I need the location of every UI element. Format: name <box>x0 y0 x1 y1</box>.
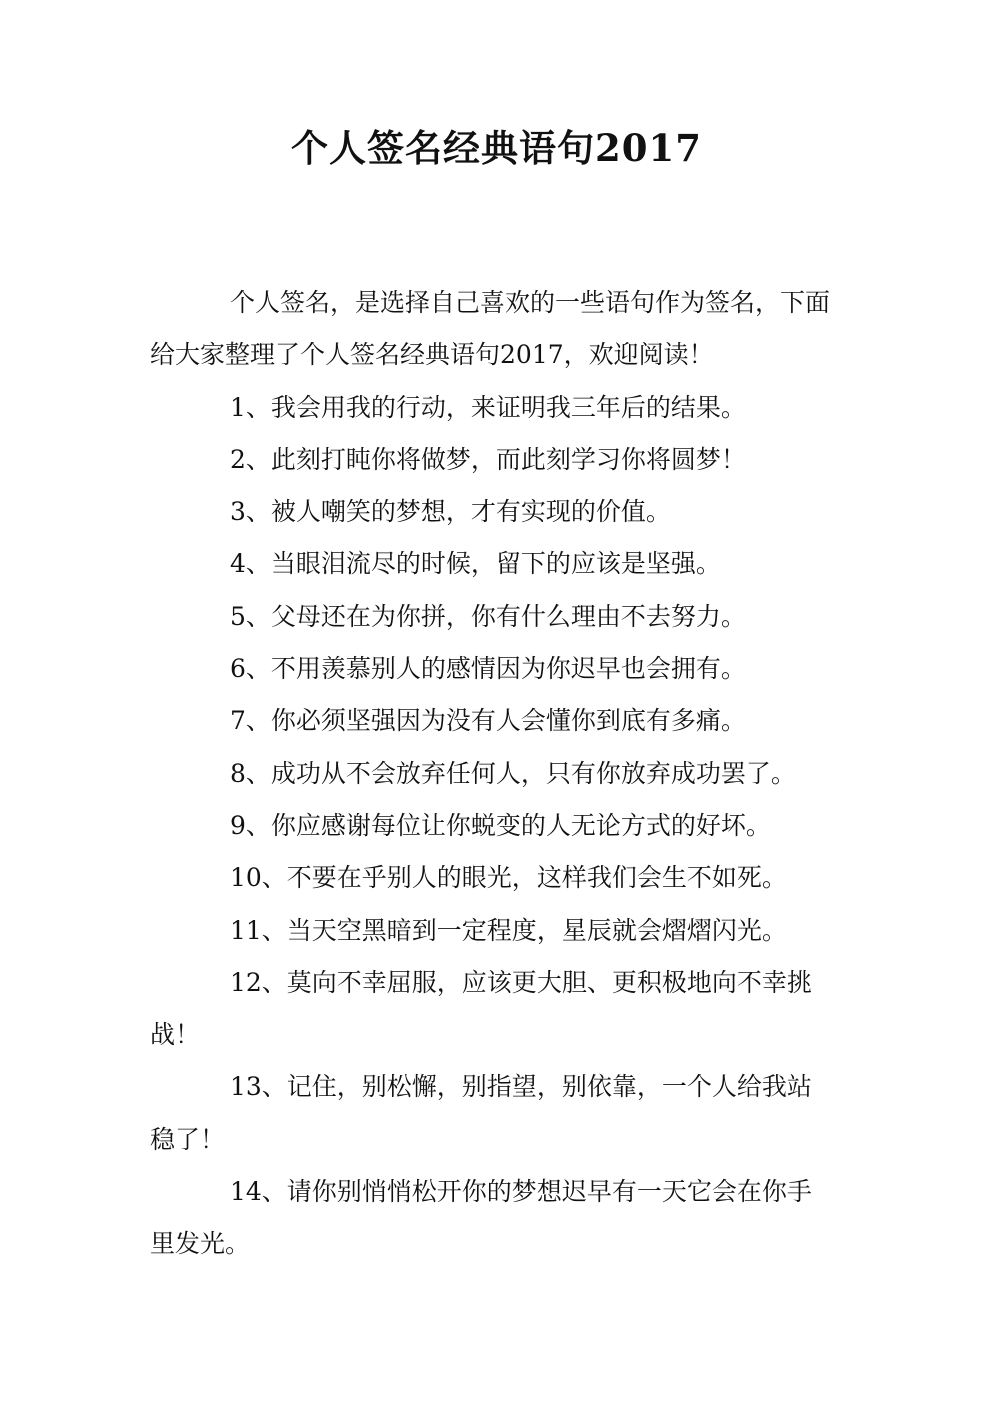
list-item: 12、莫向不幸屈服，应该更大胆、更积极地向不幸挑战！ <box>150 967 812 1050</box>
intro-paragraph: 个人签名，是选择自己喜欢的一些语句作为签名，下面给大家整理了个人签名经典语句2017，欢迎阅读！ <box>150 288 831 370</box>
list-item: 11、当天空黑暗到一定程度，星辰就会熠熠闪光。 <box>230 915 787 945</box>
list-item: 5、父母还在为你拼，你有什么理由不去努力。 <box>230 601 746 631</box>
document-title: 个人签名经典语句2017 <box>291 126 702 170</box>
list-item: 13、记住，别松懈，别指望，别依靠，一个人给我站稳了！ <box>150 1072 812 1154</box>
list-item: 4、当眼泪流尽的时候，留下的应该是坚强。 <box>230 549 721 579</box>
list-item: 1、我会用我的行动，来证明我三年后的结果。 <box>230 392 746 422</box>
list-item: 3、被人嘲笑的梦想，才有实现的价值。 <box>230 497 671 527</box>
list-item: 10、不要在乎别人的眼光，这样我们会生不如死。 <box>230 863 787 893</box>
list-item: 7、你必须坚强因为没有人会懂你到底有多痛。 <box>230 706 746 736</box>
list-item: 8、成功从不会放弃任何人，只有你放弃成功罢了。 <box>230 758 796 788</box>
list-item: 2、此刻打盹你将做梦，而此刻学习你将圆梦！ <box>230 444 746 474</box>
list-item: 9、你应感谢每位让你蜕变的人无论方式的好坏。 <box>230 810 771 840</box>
list-item: 6、不用羡慕别人的感情因为你迟早也会拥有。 <box>230 654 746 684</box>
list-item: 14、请你别悄悄松开你的梦想迟早有一天它会在你手里发光。 <box>150 1177 812 1259</box>
document-body <box>150 277 830 1271</box>
